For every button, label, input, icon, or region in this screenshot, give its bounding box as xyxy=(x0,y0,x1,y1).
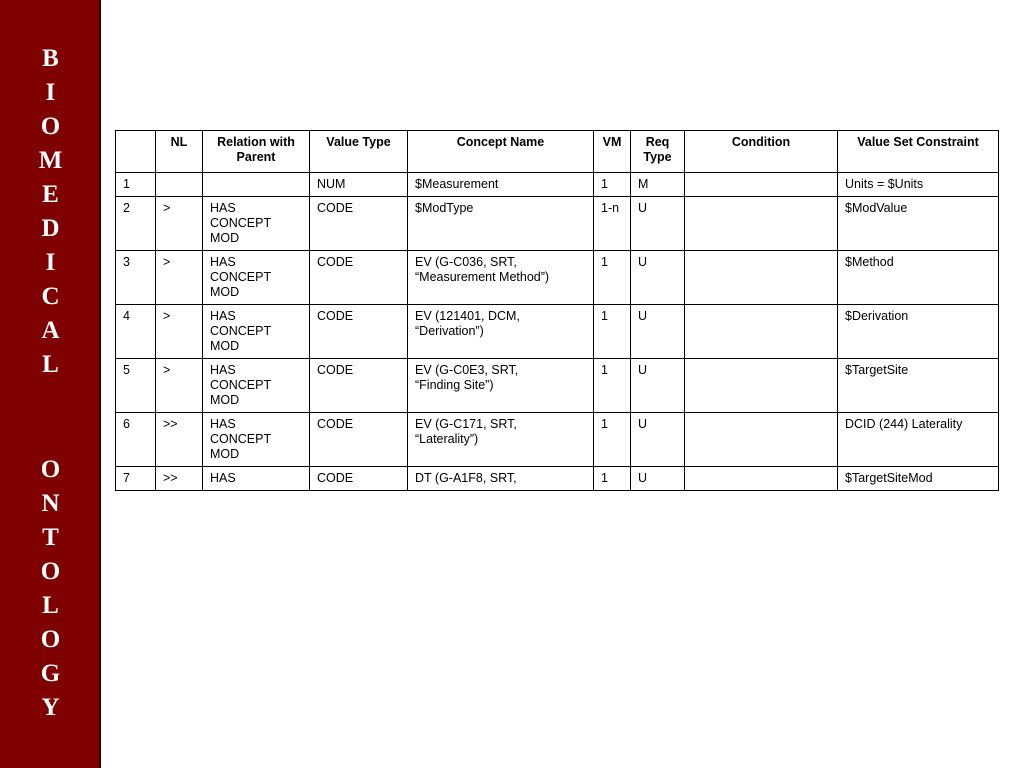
table-row xyxy=(116,197,999,251)
table-cell: CODE xyxy=(310,251,408,305)
table-cell xyxy=(685,173,838,197)
table-cell: HAS xyxy=(203,467,310,491)
header-cell-index xyxy=(116,131,156,173)
header-cell-req-type: Req Type xyxy=(631,131,685,173)
table-cell xyxy=(156,173,203,197)
table-cell: 1 xyxy=(594,173,631,197)
table-row xyxy=(116,413,999,467)
sidebar-letter: T xyxy=(42,524,59,551)
table-cell: 2 xyxy=(116,197,156,251)
table-cell: CODE xyxy=(310,413,408,467)
sidebar-letter: O xyxy=(40,626,61,653)
header-cell-value-set-constraint: Value Set Constraint xyxy=(838,131,999,173)
table-cell: HAS CONCEPT MOD xyxy=(203,305,310,359)
table-cell: $Derivation xyxy=(838,305,999,359)
sidebar-letter: I xyxy=(45,79,56,106)
table-cell: 1-n xyxy=(594,197,631,251)
table-cell: >> xyxy=(156,413,203,467)
table-cell: 1 xyxy=(594,359,631,413)
table-cell: 4 xyxy=(116,305,156,359)
sidebar-letter: O xyxy=(40,113,61,140)
table-cell: > xyxy=(156,359,203,413)
table-cell: EV (G-C0E3, SRT, “Finding Site”) xyxy=(408,359,594,413)
table-row xyxy=(116,305,999,359)
table-cell xyxy=(685,197,838,251)
template-table xyxy=(115,130,999,491)
table-cell: HAS CONCEPT MOD xyxy=(203,359,310,413)
table-cell: 1 xyxy=(594,251,631,305)
table-cell: > xyxy=(156,305,203,359)
table-cell: Units = $Units xyxy=(838,173,999,197)
table-row xyxy=(116,251,999,305)
table-cell: > xyxy=(156,251,203,305)
table-cell: $Method xyxy=(838,251,999,305)
sidebar-letter: L xyxy=(42,351,59,378)
table-cell: U xyxy=(631,251,685,305)
table-cell: $TargetSiteMod xyxy=(838,467,999,491)
table-cell xyxy=(685,251,838,305)
table-cell: M xyxy=(631,173,685,197)
table-cell: 3 xyxy=(116,251,156,305)
table-cell: >> xyxy=(156,467,203,491)
sidebar-letter: L xyxy=(42,592,59,619)
table-cell: 7 xyxy=(116,467,156,491)
sidebar-letter: M xyxy=(38,147,63,174)
table-cell: NUM xyxy=(310,173,408,197)
sidebar-banner xyxy=(0,0,101,768)
table-cell: EV (121401, DCM, “Derivation”) xyxy=(408,305,594,359)
table-cell xyxy=(685,359,838,413)
sidebar-letter: D xyxy=(41,215,60,242)
table-cell: 1 xyxy=(594,413,631,467)
table-header-row xyxy=(116,131,999,173)
table-cell xyxy=(685,413,838,467)
table-cell: DCID (244) Laterality xyxy=(838,413,999,467)
table-cell: U xyxy=(631,467,685,491)
table-cell: U xyxy=(631,359,685,413)
table-cell: HAS CONCEPT MOD xyxy=(203,413,310,467)
header-cell-condition: Condition xyxy=(685,131,838,173)
sidebar-letter: Y xyxy=(41,694,60,721)
sidebar-letter: C xyxy=(41,283,60,310)
table-cell: U xyxy=(631,413,685,467)
header-cell-vm: VM xyxy=(594,131,631,173)
table-cell: CODE xyxy=(310,197,408,251)
table-cell: EV (G-C036, SRT, “Measurement Method”) xyxy=(408,251,594,305)
table-cell: HAS CONCEPT MOD xyxy=(203,197,310,251)
sidebar-letter: E xyxy=(42,181,59,208)
table-cell: U xyxy=(631,305,685,359)
header-cell-nl: NL xyxy=(156,131,203,173)
sidebar-letter: A xyxy=(41,317,60,344)
table-cell xyxy=(685,467,838,491)
table-cell: U xyxy=(631,197,685,251)
table-row xyxy=(116,173,999,197)
header-cell-concept-name: Concept Name xyxy=(408,131,594,173)
header-cell-relation: Relation with Parent xyxy=(203,131,310,173)
sidebar-letter: O xyxy=(40,456,61,483)
table-cell xyxy=(203,173,310,197)
sidebar-letter: N xyxy=(41,490,60,517)
table-cell: 1 xyxy=(594,305,631,359)
table-cell: $ModType xyxy=(408,197,594,251)
table-cell: $Measurement xyxy=(408,173,594,197)
table-row xyxy=(116,359,999,413)
table-cell: 1 xyxy=(594,467,631,491)
sidebar-letter: O xyxy=(40,558,61,585)
table-cell: CODE xyxy=(310,305,408,359)
table-cell: CODE xyxy=(310,359,408,413)
sidebar-letter: G xyxy=(40,660,61,687)
table-cell: > xyxy=(156,197,203,251)
table-cell: DT (G-A1F8, SRT, xyxy=(408,467,594,491)
table-cell: $TargetSite xyxy=(838,359,999,413)
table-cell: CODE xyxy=(310,467,408,491)
sidebar-word-biomedical xyxy=(0,42,101,382)
table-cell: EV (G-C171, SRT, “Laterality”) xyxy=(408,413,594,467)
header-cell-value-type: Value Type xyxy=(310,131,408,173)
table-cell: $ModValue xyxy=(838,197,999,251)
table-row xyxy=(116,467,999,491)
sidebar-letter: B xyxy=(42,45,59,72)
table-cell xyxy=(685,305,838,359)
table-cell: HAS CONCEPT MOD xyxy=(203,251,310,305)
table-cell: 1 xyxy=(116,173,156,197)
table-cell: 5 xyxy=(116,359,156,413)
sidebar-letter: I xyxy=(45,249,56,276)
sidebar-word-ontology xyxy=(0,453,101,725)
table-cell: 6 xyxy=(116,413,156,467)
